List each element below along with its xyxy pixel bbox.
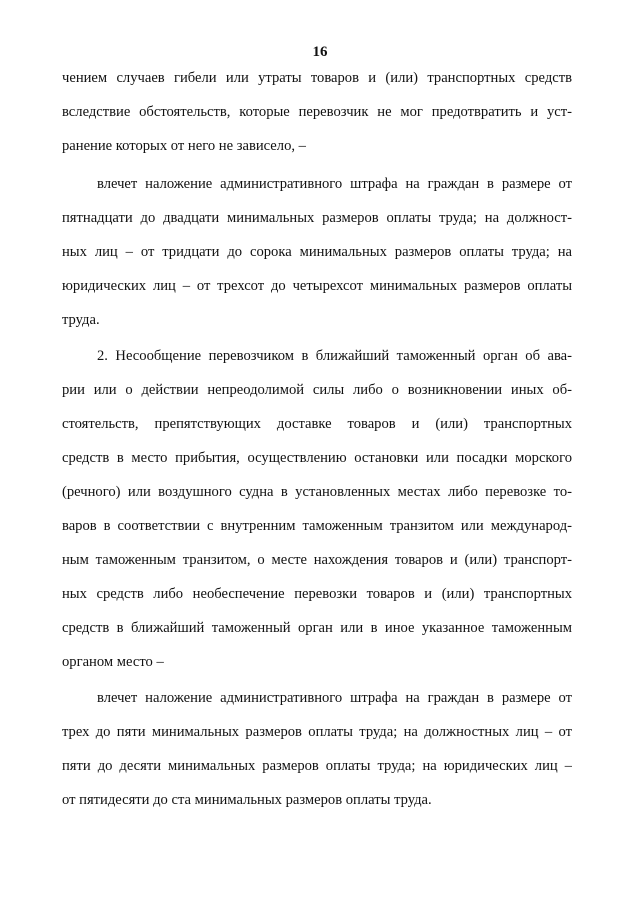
text-line: ных лиц – от тридцати до сорока минимальных размеров оплаты труда; на	[62, 244, 572, 260]
text-line: (речного) или воздушного судна в установленных местах либо перевозке то-	[62, 484, 572, 500]
text-line: влечет наложение административного штрафа на граждан в размере от	[97, 176, 572, 192]
text-line: труда.	[62, 312, 100, 328]
text-line: чением случаев гибели или утраты товаров и (или) транспортных средств	[62, 70, 572, 86]
text-line: органом место –	[62, 654, 164, 670]
text-line: ранение которых от него не зависело, –	[62, 138, 306, 154]
text-line: пяти до десяти минимальных размеров оплаты труда; на юридических лиц –	[62, 758, 572, 774]
text-line: вследствие обстоятельств, которые перевозчик не мог предотвратить и уст-	[62, 104, 572, 120]
text-line: трех до пяти минимальных размеров оплаты труда; на должностных лиц – от	[62, 724, 572, 740]
text-line: ных средств либо необеспечение перевозки товаров и (или) транспортных	[62, 586, 572, 602]
text-line: средств в ближайший таможенный орган или в иное указанное таможенным	[62, 620, 572, 636]
text-line: ным таможенным транзитом, о месте нахождения товаров и (или) транспорт-	[62, 552, 572, 568]
text-line: средств в место прибытия, осуществлению остановки или посадки морского	[62, 450, 572, 466]
page-number: 16	[312, 44, 328, 60]
text-line: юридических лиц – от трехсот до четырехсот минимальных размеров оплаты	[62, 278, 572, 294]
text-line: варов в соответствии с внутренним таможенным транзитом или международ-	[62, 518, 572, 534]
text-line: рии или о действии непреодолимой силы либо о возникновении иных об-	[62, 382, 572, 398]
text-line: пятнадцати до двадцати минимальных размеров оплаты труда; на должност-	[62, 210, 572, 226]
text-line: от пятидесяти до ста минимальных размеров оплаты труда.	[62, 792, 432, 808]
text-line: влечет наложение административного штрафа на граждан в размере от	[97, 690, 572, 706]
text-line: 2. Несообщение перевозчиком в ближайший таможенный орган об ава-	[97, 348, 572, 364]
text-line: стоятельств, препятствующих доставке товаров и (или) транспортных	[62, 416, 572, 432]
